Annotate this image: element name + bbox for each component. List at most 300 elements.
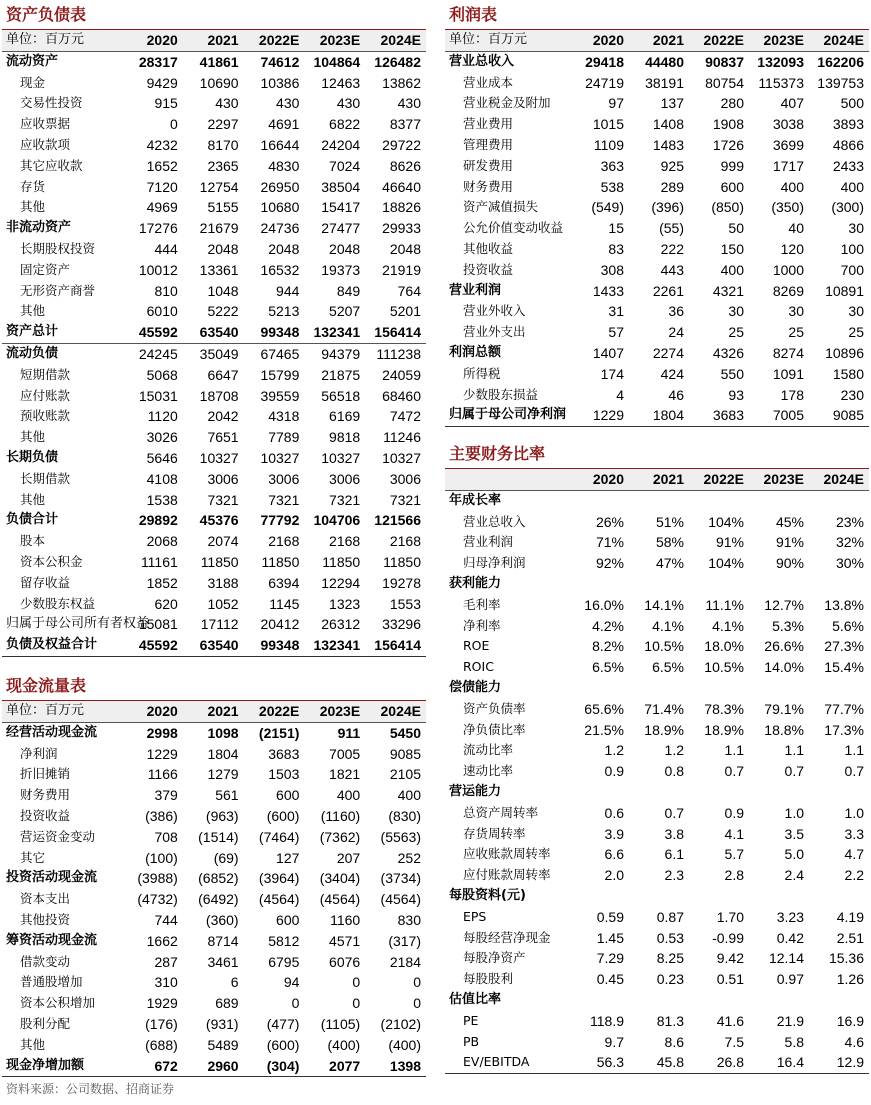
row-value: 26312 xyxy=(321,616,361,633)
row-value: 1662 xyxy=(146,932,178,949)
row-value: (600) xyxy=(266,1036,300,1053)
row-value: 2168 xyxy=(389,533,421,550)
row-value: 5450 xyxy=(389,724,421,741)
unit-label: 单位：百万元 xyxy=(445,30,569,51)
row-label: 固定资产 xyxy=(20,261,71,277)
row-label: 其它 xyxy=(20,849,46,865)
income-statement-title: 利润表 xyxy=(445,2,869,30)
row-value: 0.45 xyxy=(596,971,624,988)
row-value: 7321 xyxy=(268,491,300,508)
row-label: 借款变动 xyxy=(20,953,71,969)
row-label: 财务费用 xyxy=(463,178,514,194)
row-value: 1000 xyxy=(772,261,804,278)
row-value: 430 xyxy=(397,95,421,112)
year-header: 2022E xyxy=(244,701,305,722)
header-row xyxy=(2,701,426,722)
row-value: 6.6 xyxy=(604,846,624,863)
row-value: 10680 xyxy=(260,199,300,216)
row-value: 18.8% xyxy=(764,721,804,738)
row-value: 5812 xyxy=(268,932,300,949)
table-row xyxy=(2,1014,426,1035)
row-label: 流动资产 xyxy=(6,53,59,69)
row-value: 1821 xyxy=(329,766,361,783)
row-value: 1433 xyxy=(592,282,624,299)
row-value: 944 xyxy=(276,282,300,299)
row-value: 287 xyxy=(154,953,178,970)
row-value: 2048 xyxy=(389,240,421,257)
row-label: 现金 xyxy=(20,74,46,90)
year-header: 2024E xyxy=(809,469,869,490)
row-value: (100) xyxy=(145,849,178,866)
row-value: 400 xyxy=(336,787,361,804)
row-value: 1804 xyxy=(629,405,689,426)
row-value xyxy=(629,782,689,803)
row-value xyxy=(629,678,689,699)
row-label: 折旧摊销 xyxy=(20,766,71,782)
row-value: (300) xyxy=(831,199,864,216)
row-value: 0 xyxy=(352,974,361,991)
table-row xyxy=(445,364,869,385)
row-label: 长期股权投资 xyxy=(20,240,96,256)
row-value: 230 xyxy=(840,386,864,403)
row-value: 0 xyxy=(170,116,178,133)
row-value: 4.7 xyxy=(844,846,864,863)
row-value: 11850 xyxy=(383,553,421,570)
table-row xyxy=(445,657,869,678)
row-value: 2.8 xyxy=(724,867,744,884)
table-row xyxy=(2,239,426,260)
row-value: 7321 xyxy=(389,491,421,508)
row-label: 每股经营净现金 xyxy=(463,929,551,945)
row-value: 1120 xyxy=(147,408,178,425)
row-label: EV/EBITDA xyxy=(445,1052,569,1073)
cashflow-title: 现金流量表 xyxy=(2,673,426,701)
row-value: 29933 xyxy=(382,220,421,237)
row-value: 77.7% xyxy=(824,700,864,717)
row-value: 1015 xyxy=(592,116,624,133)
row-value: 1.2 xyxy=(664,742,684,759)
row-value: 132341 xyxy=(304,635,365,656)
table-row xyxy=(2,993,426,1014)
row-value: 2048 xyxy=(329,240,361,257)
row-value: 90837 xyxy=(705,53,744,70)
row-value: 11850 xyxy=(322,553,361,570)
row-value: 3.3 xyxy=(844,825,864,842)
table-row xyxy=(445,803,869,824)
row-value: 0 xyxy=(413,974,421,991)
row-value: 810 xyxy=(154,282,178,299)
row-label: 其他 xyxy=(20,1036,46,1052)
row-value: 3461 xyxy=(207,953,239,970)
row-label: 营运能力 xyxy=(449,783,502,799)
year-header: 2023E xyxy=(749,469,809,490)
row-value: 121566 xyxy=(374,512,421,529)
row-value: (3988) xyxy=(137,870,178,887)
row-value: 5646 xyxy=(146,449,178,466)
row-value: 2068 xyxy=(146,533,178,550)
row-label: 营业利润 xyxy=(449,282,502,298)
row-value xyxy=(689,574,749,595)
year-header: 2024E xyxy=(365,30,426,51)
row-value: 45% xyxy=(775,513,804,530)
row-label: 其他 xyxy=(20,199,46,215)
row-value: 2168 xyxy=(329,533,361,550)
row-label: 营业总收入 xyxy=(449,53,515,69)
row-value: 80754 xyxy=(705,74,744,91)
table-row xyxy=(2,386,426,407)
row-value: 30 xyxy=(848,303,864,320)
row-label: 长期借款 xyxy=(20,470,71,486)
row-value: 15 xyxy=(608,220,624,237)
row-value: 7005 xyxy=(329,745,361,762)
row-label: 短期借款 xyxy=(20,366,71,382)
row-value: 139753 xyxy=(817,74,864,91)
row-value: 9.7 xyxy=(604,1033,624,1050)
row-label: 营业外收入 xyxy=(463,303,526,319)
row-value: 620 xyxy=(154,595,178,612)
row-value: 1398 xyxy=(365,1056,426,1077)
header-row xyxy=(445,469,869,490)
row-value: 0.9 xyxy=(604,763,624,780)
table-row xyxy=(445,156,869,177)
row-value: 17.3% xyxy=(824,721,864,738)
row-value: 3683 xyxy=(689,405,749,426)
row-label: 研发费用 xyxy=(463,157,514,173)
row-value: 24736 xyxy=(260,220,300,237)
row-label: 估值比率 xyxy=(449,991,502,1007)
row-value: 1652 xyxy=(146,157,178,174)
table-row xyxy=(445,405,869,426)
row-value: 4.19 xyxy=(836,908,864,925)
row-value: 3188 xyxy=(207,574,239,591)
row-value: 9085 xyxy=(809,405,869,426)
row-value: (176) xyxy=(145,1015,178,1032)
row-value: 689 xyxy=(215,995,239,1012)
row-value: 100 xyxy=(840,240,864,257)
row-value: 5222 xyxy=(207,303,239,320)
row-value: 18.9% xyxy=(704,721,744,738)
row-value: 1052 xyxy=(207,595,239,612)
row-value xyxy=(569,886,629,907)
balance-sheet-table xyxy=(2,30,426,657)
row-value: 21919 xyxy=(382,261,421,278)
year-header: 2023E xyxy=(749,30,809,51)
row-value: 6076 xyxy=(329,953,361,970)
row-value: 2433 xyxy=(832,157,864,174)
row-value: 6.5% xyxy=(652,659,684,676)
row-value: 407 xyxy=(780,95,804,112)
row-value: 24204 xyxy=(321,136,361,153)
table-row xyxy=(2,552,426,573)
row-value: 120 xyxy=(780,240,804,257)
row-value: 830 xyxy=(397,911,421,928)
row-label: 现金净增加额 xyxy=(2,1056,122,1077)
row-value: 5489 xyxy=(207,1036,239,1053)
row-label: 应付账款周转率 xyxy=(463,867,551,883)
row-value: 2274 xyxy=(652,344,684,361)
row-value: 6010 xyxy=(146,303,178,320)
row-value: 443 xyxy=(660,261,684,278)
source-note: 资料来源：公司数据、招商证券 xyxy=(6,1082,175,1096)
row-value: (7362) xyxy=(319,828,361,845)
row-value: 0.7 xyxy=(724,763,744,780)
row-value: 104% xyxy=(708,513,744,530)
table-row xyxy=(2,868,426,889)
row-value: 4318 xyxy=(268,408,300,425)
table-row xyxy=(445,322,869,343)
table-row xyxy=(445,699,869,720)
row-label: 长期负债 xyxy=(6,449,59,465)
row-label: 营业成本 xyxy=(463,74,514,90)
row-value: 18826 xyxy=(382,199,421,216)
row-value: 36 xyxy=(668,303,684,320)
row-value: 47% xyxy=(655,555,684,572)
row-value: 16.9 xyxy=(836,1012,864,1029)
table-row xyxy=(445,135,869,156)
year-header: 2022E xyxy=(689,30,749,51)
row-label: 所得税 xyxy=(463,365,501,381)
row-value: 2.51 xyxy=(836,929,864,946)
row-value: 6.5% xyxy=(592,659,624,676)
row-value: 127 xyxy=(276,849,300,866)
row-value: (386) xyxy=(145,807,178,824)
row-value: 21875 xyxy=(321,366,361,383)
row-value: 77792 xyxy=(260,512,300,529)
row-value: 150 xyxy=(720,240,744,257)
row-value: 137 xyxy=(660,95,684,112)
row-value: 2048 xyxy=(268,240,300,257)
row-label: 净利润 xyxy=(20,745,58,761)
row-value: 911 xyxy=(337,724,361,741)
row-value: 33296 xyxy=(382,616,421,633)
row-label: 投资收益 xyxy=(463,261,514,277)
row-value: 15.4% xyxy=(824,659,864,676)
row-value: 1929 xyxy=(146,995,178,1012)
row-value: 289 xyxy=(660,178,684,195)
row-value: 1908 xyxy=(712,116,744,133)
row-value: 65.6% xyxy=(584,700,624,717)
row-value: 0.7 xyxy=(784,763,804,780)
row-value: 4108 xyxy=(146,470,178,487)
row-value: 7120 xyxy=(146,178,178,195)
row-value: 9818 xyxy=(329,429,361,446)
row-label: 其它应收款 xyxy=(20,157,83,173)
row-label: 其他收益 xyxy=(463,240,514,256)
row-value: 28317 xyxy=(138,53,178,70)
row-value xyxy=(629,574,689,595)
row-value: 1229 xyxy=(569,405,629,426)
row-label: 营业外支出 xyxy=(463,324,526,340)
row-value: 68460 xyxy=(382,387,421,404)
row-value: 7.29 xyxy=(596,950,624,967)
row-value: 5.6% xyxy=(832,617,864,634)
row-value: 3038 xyxy=(772,116,804,133)
table-row xyxy=(2,490,426,511)
row-label: 留存收益 xyxy=(20,574,71,590)
table-row xyxy=(2,806,426,827)
row-value: 5.7 xyxy=(724,846,744,863)
table-row xyxy=(2,448,426,469)
row-label: 营业利润 xyxy=(463,534,514,550)
row-value: 1.0 xyxy=(844,804,864,821)
table-row xyxy=(2,573,426,594)
unit-label xyxy=(445,469,569,490)
row-value: 280 xyxy=(720,95,744,112)
row-value: 3699 xyxy=(772,136,804,153)
row-value: 35049 xyxy=(183,343,244,364)
row-value: 3.9 xyxy=(604,825,624,842)
table-row xyxy=(445,532,869,553)
row-value: 12.9 xyxy=(809,1052,869,1073)
year-header: 2024E xyxy=(809,30,869,51)
row-value: 400 xyxy=(840,178,864,195)
row-label: 少数股东权益 xyxy=(20,595,96,611)
row-value: 0.7 xyxy=(844,763,864,780)
row-value: 11161 xyxy=(140,553,178,570)
row-label: 负债及权益合计 xyxy=(2,635,122,656)
row-value: 174 xyxy=(600,365,624,382)
row-value: 57 xyxy=(608,324,624,341)
row-value: (1105) xyxy=(320,1015,361,1032)
row-value: 79.1% xyxy=(764,700,804,717)
table-row xyxy=(2,1056,426,1077)
row-label: 资本公积增加 xyxy=(20,995,96,1011)
table-row xyxy=(445,177,869,198)
cashflow-panel xyxy=(2,673,426,1077)
table-row xyxy=(445,51,869,72)
row-value: 11.1% xyxy=(705,596,744,613)
row-value: 26950 xyxy=(260,178,300,195)
table-row xyxy=(2,135,426,156)
table-row xyxy=(445,844,869,865)
row-value: 0 xyxy=(291,995,300,1012)
row-label: 交易性投资 xyxy=(20,95,83,111)
row-value: 1726 xyxy=(712,136,744,153)
row-value: 29892 xyxy=(138,512,178,529)
table-row xyxy=(2,889,426,910)
row-value: (4564) xyxy=(258,891,300,908)
table-row xyxy=(2,827,426,848)
row-value: 25 xyxy=(848,324,864,341)
row-value: 78.3% xyxy=(704,700,744,717)
row-value: 700 xyxy=(840,261,864,278)
row-value xyxy=(809,782,869,803)
row-value: 5.3% xyxy=(772,617,804,634)
row-value: 13.8% xyxy=(824,596,864,613)
row-value: (3734) xyxy=(380,870,421,887)
row-value: 81.3 xyxy=(656,1012,684,1029)
row-value: 40 xyxy=(788,220,804,237)
row-value: (1160) xyxy=(320,807,361,824)
row-value: 0.6 xyxy=(604,804,624,821)
row-value: (400) xyxy=(327,1036,361,1053)
row-value: 6795 xyxy=(268,953,300,970)
row-value: 4326 xyxy=(712,344,744,361)
row-value: 12.14 xyxy=(768,950,804,967)
row-value: 1580 xyxy=(832,365,864,382)
row-value: 26.8 xyxy=(689,1052,749,1073)
row-value: 2261 xyxy=(652,282,684,299)
row-value: 45592 xyxy=(138,324,178,341)
row-value: 24 xyxy=(668,324,684,341)
row-value: 2074 xyxy=(207,533,239,550)
row-value xyxy=(629,490,689,511)
row-value: 2077 xyxy=(304,1056,365,1077)
row-value: 3006 xyxy=(207,470,239,487)
row-label: 资本公积金 xyxy=(20,553,83,569)
table-row xyxy=(445,197,869,218)
row-value: (2102) xyxy=(380,1015,421,1032)
table-row xyxy=(445,595,869,616)
year-header: 2021 xyxy=(183,30,244,51)
row-label: 每股股利 xyxy=(463,971,514,987)
row-value: 1098 xyxy=(207,724,239,741)
row-value: 6.1 xyxy=(664,846,684,863)
row-value: 400 xyxy=(780,178,804,195)
row-value: (69) xyxy=(213,849,239,866)
row-value: 24245 xyxy=(122,343,183,364)
row-value: 0.8 xyxy=(664,763,684,780)
row-value: 0.97 xyxy=(776,971,804,988)
row-value: 178 xyxy=(780,386,804,403)
row-value: 83 xyxy=(608,240,624,257)
row-value: 71% xyxy=(595,534,624,551)
table-row xyxy=(445,1032,869,1053)
row-label: 其他 xyxy=(20,491,46,507)
row-value: 30 xyxy=(728,303,744,320)
row-value: 1279 xyxy=(207,766,239,783)
row-value: 39559 xyxy=(260,387,300,404)
row-label: 资产总计 xyxy=(6,324,59,340)
table-row xyxy=(445,281,869,302)
row-value: 2105 xyxy=(389,766,421,783)
row-value: 925 xyxy=(660,157,684,174)
row-value: 5.0 xyxy=(784,846,804,863)
row-value: 14.1% xyxy=(644,596,684,613)
row-value: 8.6 xyxy=(664,1033,684,1050)
row-label: 负债合计 xyxy=(6,512,59,528)
table-row xyxy=(445,886,869,907)
table-row xyxy=(2,73,426,94)
row-value: 3006 xyxy=(389,470,421,487)
row-value: (963) xyxy=(205,807,239,824)
row-value: 4830 xyxy=(268,157,300,174)
row-value: 19278 xyxy=(382,574,421,591)
row-value: 363 xyxy=(600,157,624,174)
row-value: 46 xyxy=(668,386,684,403)
year-header: 2020 xyxy=(569,30,629,51)
row-value: 424 xyxy=(660,365,684,382)
table-row xyxy=(445,907,869,928)
row-value: 115373 xyxy=(758,74,804,91)
row-label: 其他 xyxy=(20,303,46,319)
row-value: 5207 xyxy=(329,303,361,320)
row-label: 营业费用 xyxy=(463,116,514,132)
row-value: 672 xyxy=(122,1056,183,1077)
row-value: 8269 xyxy=(772,282,804,299)
row-value xyxy=(689,886,749,907)
row-value xyxy=(689,782,749,803)
row-value: (931) xyxy=(205,1015,239,1032)
row-value: 10891 xyxy=(825,282,864,299)
row-value: 27.3% xyxy=(824,638,864,655)
row-value xyxy=(689,490,749,511)
row-label: 其他投资 xyxy=(20,911,71,927)
row-value: 9429 xyxy=(146,74,178,91)
row-label: 少数股东损益 xyxy=(463,386,539,402)
row-value: (350) xyxy=(771,199,804,216)
row-value: 400 xyxy=(720,261,744,278)
